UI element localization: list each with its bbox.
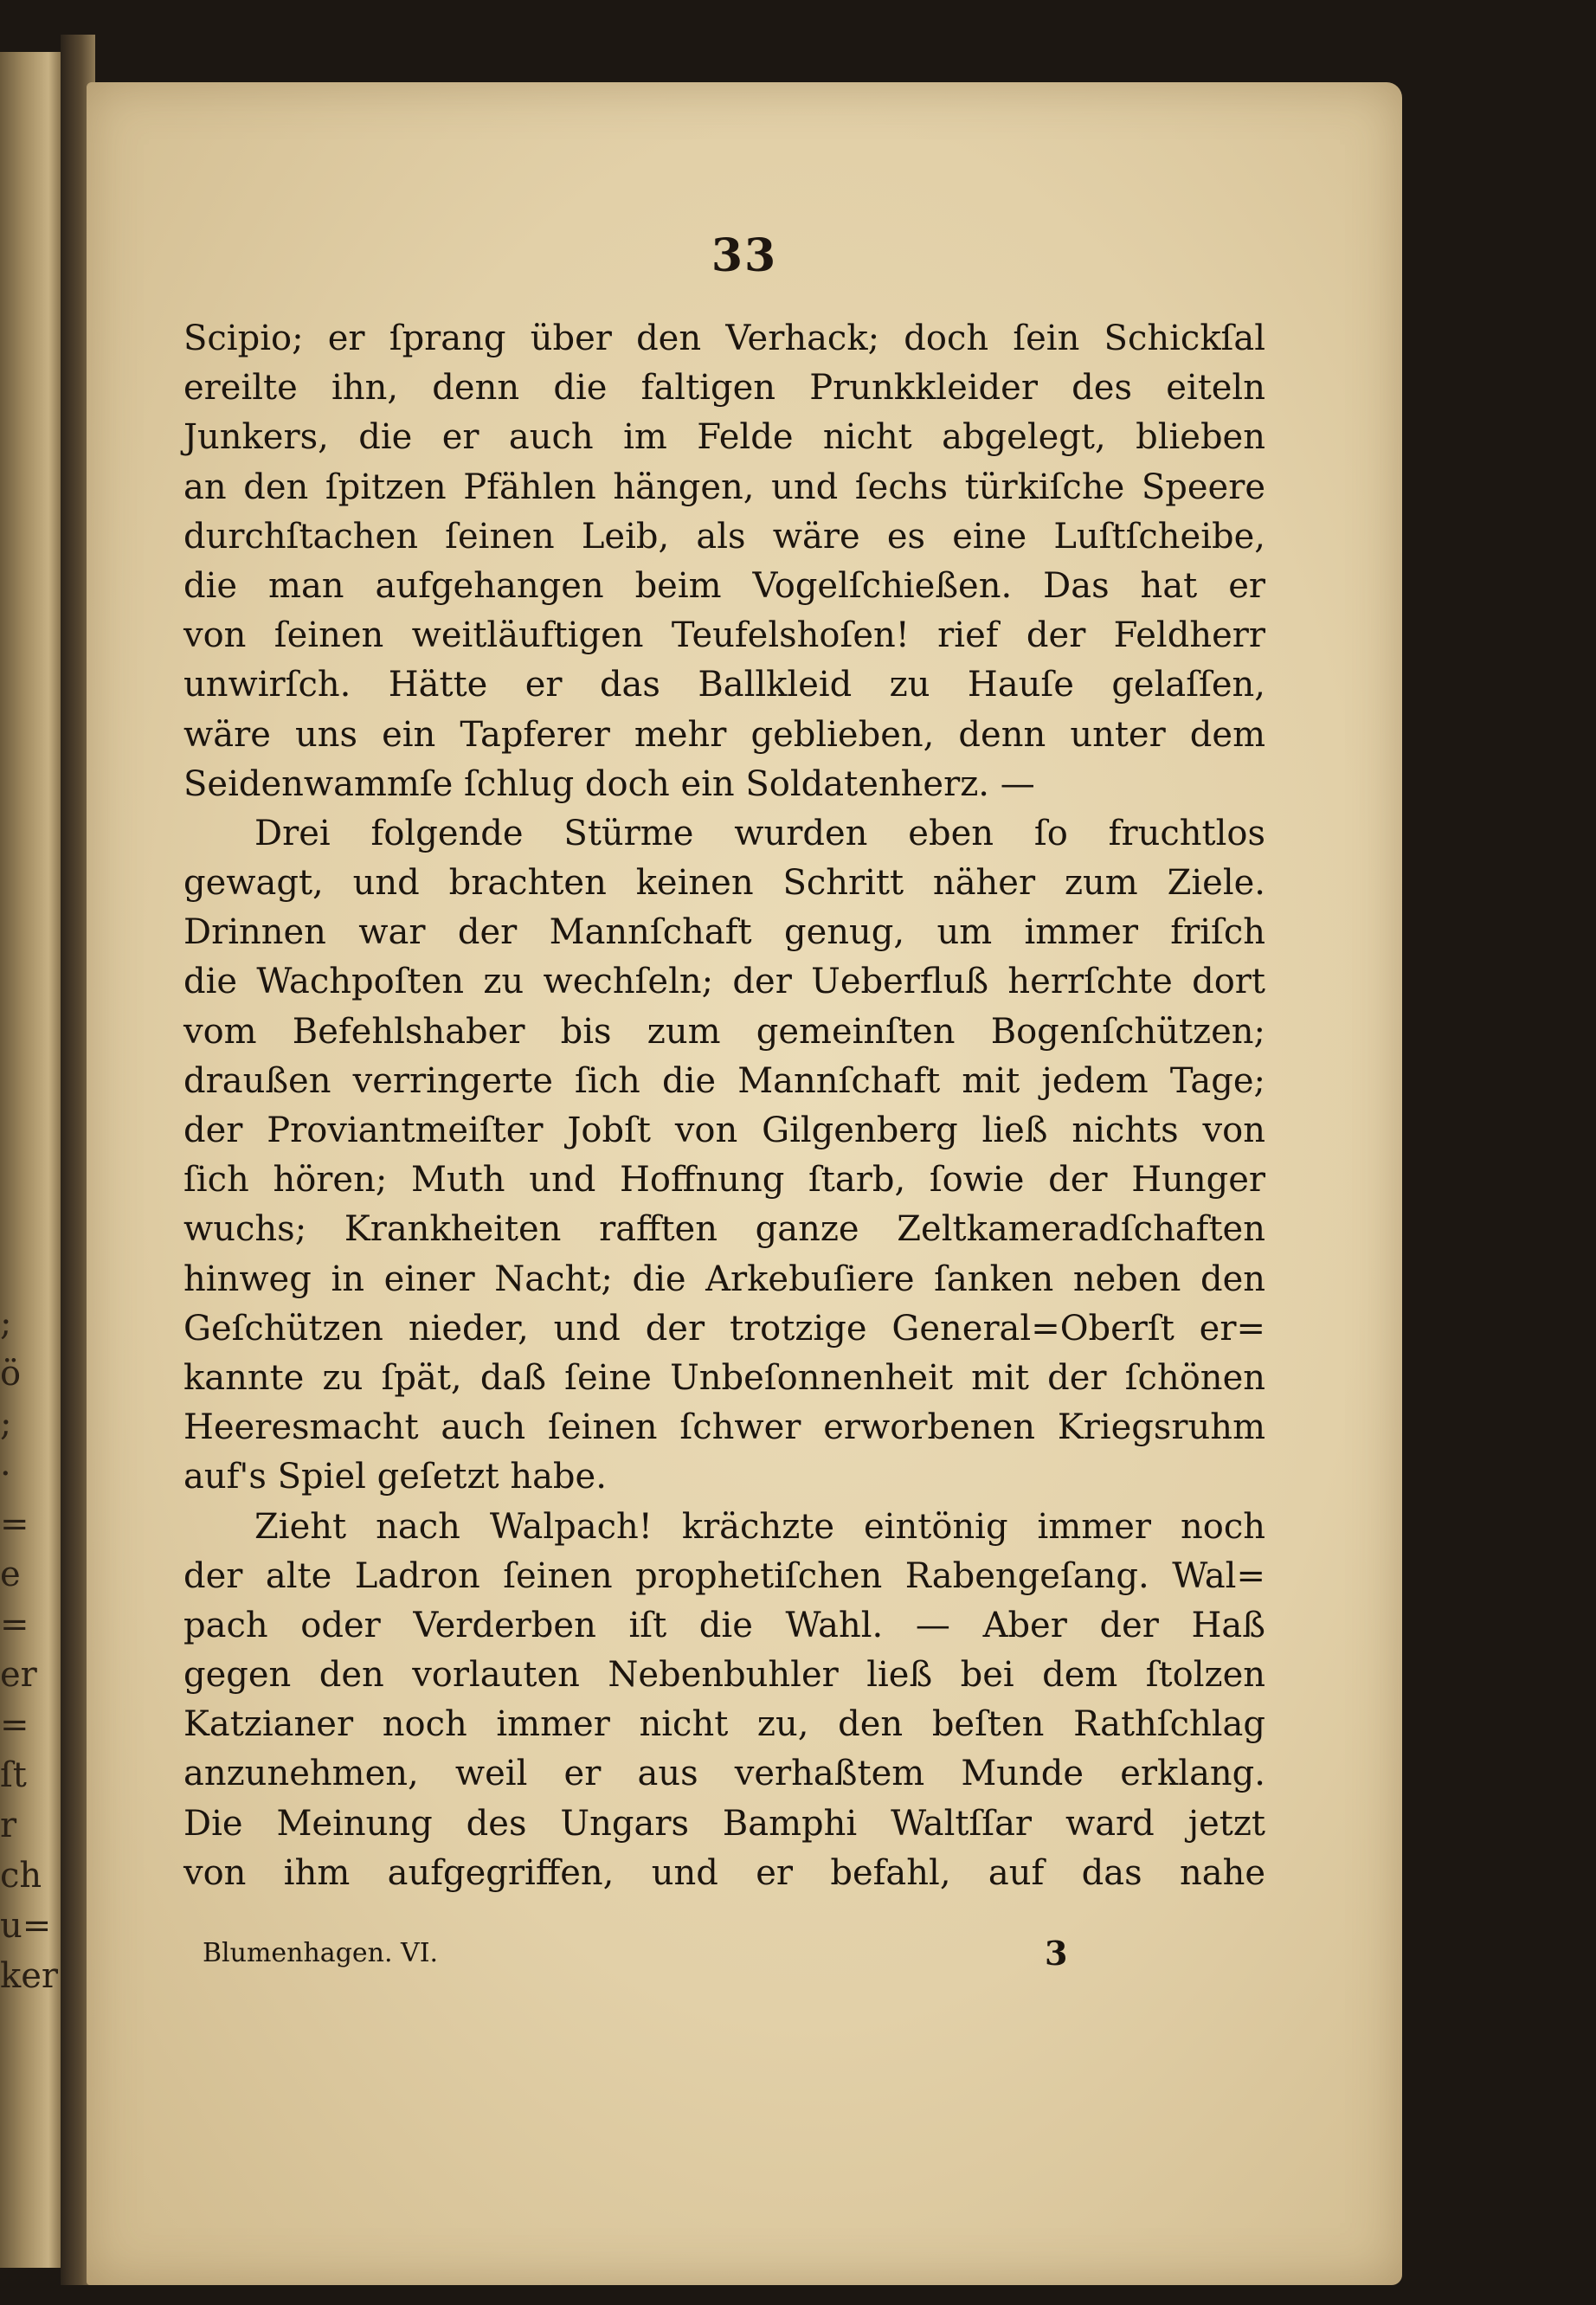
printer-signature: Blumenhagen. VI. bbox=[203, 1938, 439, 1968]
body-text bbox=[183, 314, 1265, 1898]
text-line: gewagt, und brachten keinen Schritt näher zum Ziele. bbox=[183, 863, 1265, 904]
fragment: ſt bbox=[0, 1755, 27, 1795]
text-line: gegen den vorlauten Nebenbuhler ließ bei dem ſtolzen bbox=[183, 1655, 1265, 1696]
text-line: der Proviantmeiſter Jobſt von Gilgenberg ließ nichts von bbox=[183, 1111, 1265, 1150]
text-line: ſich hören; Muth und Hoffnung ſtarb, ſowie der Hunger bbox=[183, 1160, 1265, 1201]
signature-mark: 3 bbox=[1045, 1934, 1068, 1973]
text-line: die man aufgehangen beim Vogelſchießen. Das hat er bbox=[183, 565, 1265, 606]
text-line: wuchs; Krankheiten rafften ganze Zeltkameradſchaften bbox=[183, 1209, 1265, 1250]
fragment: ker bbox=[0, 1956, 59, 1996]
fragment: = bbox=[0, 1504, 29, 1544]
fragment: = bbox=[0, 1705, 29, 1745]
fragment: e bbox=[0, 1555, 21, 1594]
text-line: Drinnen war der Mannſchaft genug, um immer friſch bbox=[183, 912, 1265, 953]
page-sheet bbox=[87, 82, 1402, 2285]
text-line: kannte zu ſpät, daß ſeine Unbeſonnenheit mit der ſchönen bbox=[183, 1357, 1265, 1398]
text-line: ereilte ihn, denn die faltigen Prunkkleider des eiteln bbox=[183, 368, 1265, 409]
fragment: ch bbox=[0, 1856, 42, 1896]
text-line: anzunehmen, weil er aus verhaßtem Munde erklang. bbox=[183, 1754, 1265, 1794]
text-line: Scipio; er ſprang über den Verhack; doch ſein Schickſal bbox=[183, 319, 1265, 358]
text-line: von ſeinen weitläuftigen Teufelshoſen! rief der Feldherr bbox=[183, 615, 1265, 656]
text-line: Die Meinung des Ungars Bamphi Waltſſar ward jetzt bbox=[183, 1803, 1265, 1844]
text-line: Heeresmacht auch ſeinen ſchwer erworbenen Kriegsruhm bbox=[183, 1407, 1265, 1448]
text-line: Junkers, die er auch im Felde nicht abgelegt, blieben bbox=[183, 417, 1265, 458]
fragment: u= bbox=[0, 1906, 52, 1946]
text-line: pach oder Verderben iſt die Wahl. — Aber der Haß bbox=[183, 1605, 1265, 1645]
text-line: hinweg in einer Nacht; die Arkebuſiere ſanken neben den bbox=[183, 1259, 1265, 1299]
page-number: 33 bbox=[711, 229, 778, 282]
text-line: wäre uns ein Tapferer mehr geblieben, denn unter dem bbox=[183, 714, 1265, 755]
text-line: Seidenwammſe ſchlug doch ein Soldatenherz. — bbox=[183, 763, 1035, 804]
text-line: Geſchützen nieder, und der trotzige General=Oberſt er= bbox=[183, 1308, 1265, 1349]
text-line: Katzianer noch immer nicht zu, den beſten Rathſchlag bbox=[183, 1704, 1265, 1745]
fragment: r bbox=[0, 1806, 17, 1845]
fragment: = bbox=[0, 1605, 29, 1645]
text-line: die Wachpoſten zu wechſeln; der Ueberfluß herrſchte dort bbox=[183, 962, 1265, 1002]
fragment: · bbox=[0, 1454, 11, 1494]
text-line: vom Befehlshaber bis zum gemeinſten Bogenſchützen; bbox=[183, 1011, 1265, 1052]
text-line: der alte Ladron ſeinen prophetiſchen Rabengeſang. Wal= bbox=[183, 1555, 1265, 1596]
text-line: unwirſch. Hätte er das Ballkleid zu Hauſe gelaſſen, bbox=[183, 665, 1265, 705]
page-footer bbox=[183, 1932, 1265, 1984]
text-line: von ihm aufgegriffen, und er befahl, auf das nahe bbox=[183, 1852, 1265, 1893]
text-line: draußen verringerte ſich die Mannſchaft mit jedem Tage; bbox=[183, 1060, 1265, 1101]
text-line: an den ſpitzen Pfählen hängen, und ſechs türkiſche Speere bbox=[183, 467, 1265, 507]
fragment: ; bbox=[0, 1404, 12, 1444]
fragment: ; bbox=[0, 1304, 12, 1343]
previous-page-fragments bbox=[0, 1298, 59, 2001]
text-line: durchſtachen ſeinen Leib, als wäre es eine Luſtſcheibe, bbox=[183, 516, 1265, 557]
fragment: ö bbox=[0, 1354, 22, 1394]
text-line: Drei folgende Stürme wurden eben ſo fruchtlos bbox=[254, 813, 1265, 853]
text-line: Zieht nach Walpach! krächzte eintönig immer noch bbox=[254, 1506, 1265, 1547]
text-line: auf's Spiel geſetzt habe. bbox=[183, 1457, 607, 1497]
fragment: er bbox=[0, 1655, 37, 1695]
